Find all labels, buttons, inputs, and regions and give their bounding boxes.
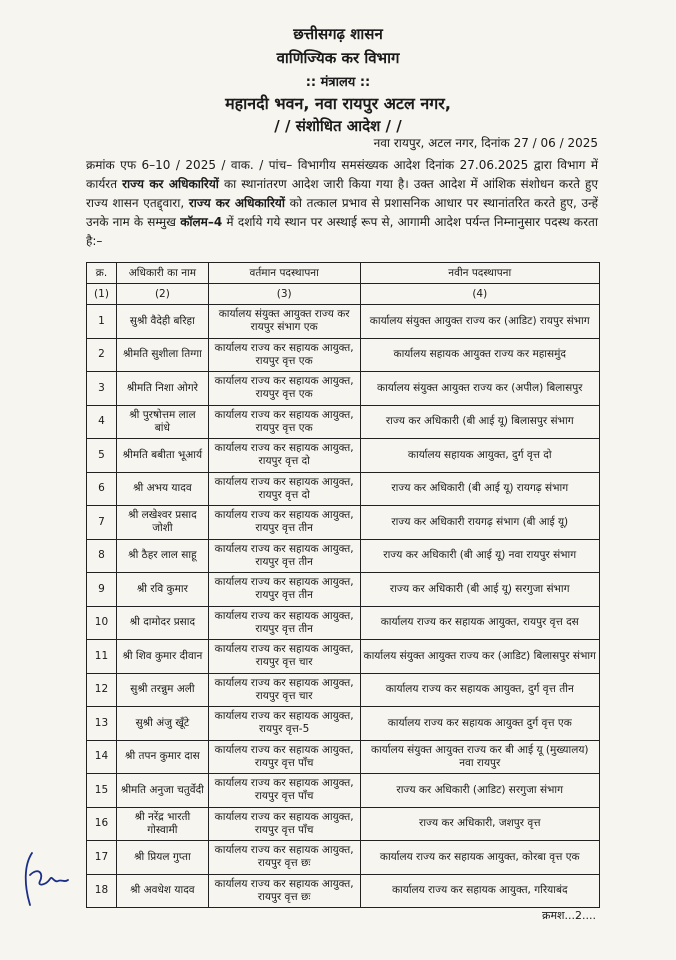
new-posting-cell: कार्यालय राज्य कर सहायक आयुक्त, गरियाबंद: [360, 874, 600, 908]
officer-name-cell: श्री अभय यादव: [116, 472, 208, 506]
officer-name-cell: श्रीमति सुशीला तिग्गा: [116, 338, 208, 372]
para-text-1: क्रमांक एफ 6–10 / 2025 / वाक. / पांच– विभागीय समसंख्यक आदेश दिनांक 27.06.2025 द्वारा विभाग में कार्यरत: [86, 158, 598, 191]
current-posting-cell: कार्यालय राज्य कर सहायक आयुक्त, रायपुर वृत्त छः: [208, 841, 360, 875]
new-posting-cell: राज्य कर अधिकारी (बी आई यू) रायगढ़ संभाग: [360, 472, 600, 506]
serial-cell: 17: [87, 841, 117, 875]
para-text-4: में दर्शाये गये स्थान पर अस्थाई रूप से, आगामी आदेश पर्यन्त निम्नानुसार पदस्थ करता है:–: [86, 215, 598, 248]
table-row: [87, 305, 600, 339]
current-posting-cell: कार्यालय राज्य कर सहायक आयुक्त, रायपुर वृत्त एक: [208, 338, 360, 372]
col-num-2: (2): [116, 284, 208, 305]
department-title: वाणिज्यिक कर विभाग: [276, 49, 400, 67]
date-line: नवा रायपुर, अटल नगर, दिनांक 27 / 06 / 2025: [373, 136, 598, 150]
table-row: [87, 640, 600, 674]
para-text-2: का स्थानांतरण आदेश जारी किया गया है। उक्त आदेश में आंशिक संशोधन करते हुए राज्य शासन एतद्द्वारा,: [86, 177, 599, 210]
current-posting-cell: कार्यालय राज्य कर सहायक आयुक्त, रायपुर वृत्त चार: [208, 673, 360, 707]
new-posting-cell: राज्य कर अधिकारी (बी आई यू) सरगुजा संभाग: [360, 573, 600, 607]
table-row: [87, 573, 600, 607]
header-name: अधिकारी का नाम: [116, 263, 208, 284]
col-num-4: (4): [360, 284, 600, 305]
officer-name-cell: सुश्री वैदेही बरिहा: [116, 305, 208, 339]
serial-cell: 16: [87, 807, 117, 841]
officer-name-cell: श्री दामोदर प्रसाद: [116, 606, 208, 640]
new-posting-cell: कार्यालय सहायक आयुक्त, दुर्ग वृत्त दो: [360, 439, 600, 473]
table-row: [87, 707, 600, 741]
header-current-posting: वर्तमान पदस्थापना: [208, 263, 360, 284]
current-posting-cell: कार्यालय संयुक्त आयुक्त राज्य कर रायपुर संभाग एक: [208, 305, 360, 339]
table-header-row: [87, 263, 600, 284]
table-row: [87, 606, 600, 640]
new-posting-cell: कार्यालय राज्य कर सहायक आयुक्त, कोरबा वृत्त एक: [360, 841, 600, 875]
officer-name-cell: श्री नरेंद्र भारती गोस्वामी: [116, 807, 208, 841]
order-paragraph: [86, 156, 598, 251]
current-posting-cell: कार्यालय राज्य कर सहायक आयुक्त, रायपुर वृत्त एक: [208, 405, 360, 439]
serial-cell: 2: [87, 338, 117, 372]
serial-cell: 10: [87, 606, 117, 640]
serial-cell: 5: [87, 439, 117, 473]
current-posting-cell: कार्यालय राज्य कर सहायक आयुक्त, रायपुर वृत्त तीन: [208, 506, 360, 540]
transfer-table: [86, 262, 600, 908]
serial-cell: 11: [87, 640, 117, 674]
current-posting-cell: कार्यालय राज्य कर सहायक आयुक्त, रायपुर वृत्त चार: [208, 640, 360, 674]
serial-cell: 4: [87, 405, 117, 439]
ministry-label: :: मंत्रालय ::: [305, 75, 371, 90]
serial-cell: 8: [87, 539, 117, 573]
current-posting-cell: कार्यालय राज्य कर सहायक आयुक्त, रायपुर वृत्त पाँच: [208, 774, 360, 808]
current-posting-cell: कार्यालय राज्य कर सहायक आयुक्त, रायपुर वृत्त-5: [208, 707, 360, 741]
new-posting-cell: कार्यालय राज्य कर सहायक आयुक्त दुर्ग वृत्त एक: [360, 707, 600, 741]
table-row: [87, 740, 600, 774]
col-num-1: (1): [87, 284, 117, 305]
officer-name-cell: श्री रवि कुमार: [116, 573, 208, 607]
officer-name-cell: श्री लखेश्वर प्रसाद जोशी: [116, 506, 208, 540]
new-posting-cell: कार्यालय संयुक्त आयुक्त राज्य कर (आडिट) रायपुर संभाग: [360, 305, 600, 339]
serial-cell: 12: [87, 673, 117, 707]
officer-name-cell: श्री शिव कुमार दीवान: [116, 640, 208, 674]
table-row: [87, 372, 600, 406]
serial-cell: 15: [87, 774, 117, 808]
officer-name-cell: श्री तपन कुमार दास: [116, 740, 208, 774]
table-row: [87, 405, 600, 439]
para-bold-1: राज्य कर अधिकारियों: [122, 177, 219, 191]
table-row: [87, 774, 600, 808]
officer-name-cell: श्री ठैहर लाल साहू: [116, 539, 208, 573]
serial-cell: 1: [87, 305, 117, 339]
officer-name-cell: श्री अवधेश यादव: [116, 874, 208, 908]
table-row: [87, 841, 600, 875]
current-posting-cell: कार्यालय राज्य कर सहायक आयुक्त, रायपुर वृत्त एक: [208, 372, 360, 406]
current-posting-cell: कार्यालय राज्य कर सहायक आयुक्त, रायपुर वृत्त पाँच: [208, 807, 360, 841]
table-row: [87, 874, 600, 908]
column-number-row: [87, 284, 600, 305]
officer-name-cell: श्री पुरषोत्तम लाल बांधे: [116, 405, 208, 439]
current-posting-cell: कार्यालय राज्य कर सहायक आयुक्त, रायपुर वृत्त तीन: [208, 539, 360, 573]
new-posting-cell: राज्य कर अधिकारी, जशपुर वृत्त: [360, 807, 600, 841]
table-row: [87, 338, 600, 372]
officer-name-cell: सुश्री अंजु खूँटे: [116, 707, 208, 741]
serial-cell: 3: [87, 372, 117, 406]
header-serial: क्र.: [87, 263, 117, 284]
table-row: [87, 506, 600, 540]
order-title: / / संशोधित आदेश / /: [274, 117, 402, 135]
current-posting-cell: कार्यालय राज्य कर सहायक आयुक्त, रायपुर वृत्त दो: [208, 439, 360, 473]
table-row: [87, 539, 600, 573]
new-posting-cell: राज्य कर अधिकारी (आडिट) सरगुजा संभाग: [360, 774, 600, 808]
serial-cell: 14: [87, 740, 117, 774]
new-posting-cell: कार्यालय राज्य कर सहायक आयुक्त, रायपुर वृत्त दस: [360, 606, 600, 640]
table-row: [87, 673, 600, 707]
officer-name-cell: सुश्री तरन्नुम अली: [116, 673, 208, 707]
serial-cell: 18: [87, 874, 117, 908]
signature: [18, 845, 78, 915]
serial-cell: 13: [87, 707, 117, 741]
table-row: [87, 439, 600, 473]
serial-cell: 6: [87, 472, 117, 506]
header-new-posting: नवीन पदस्थापना: [360, 263, 600, 284]
current-posting-cell: कार्यालय राज्य कर सहायक आयुक्त, रायपुर वृत्त दो: [208, 472, 360, 506]
new-posting-cell: कार्यालय राज्य कर सहायक आयुक्त, दुर्ग वृत्त तीन: [360, 673, 600, 707]
new-posting-cell: राज्य कर अधिकारी रायगढ़ संभाग (बी आई यू): [360, 506, 600, 540]
current-posting-cell: कार्यालय राज्य कर सहायक आयुक्त, रायपुर वृत्त तीन: [208, 606, 360, 640]
new-posting-cell: कार्यालय संयुक्त आयुक्त राज्य कर (अपील) बिलासपुर: [360, 372, 600, 406]
new-posting-cell: राज्य कर अधिकारी (बी आई यू) नवा रायपुर संभाग: [360, 539, 600, 573]
serial-cell: 7: [87, 506, 117, 540]
officer-name-cell: श्रीमति निशा ओगरे: [116, 372, 208, 406]
col-num-3: (3): [208, 284, 360, 305]
current-posting-cell: कार्यालय राज्य कर सहायक आयुक्त, रायपुर वृत्त छः: [208, 874, 360, 908]
address-line: महानदी भवन, नवा रायपुर अटल नगर,: [225, 94, 451, 113]
govt-title: छत्तीसगढ़ शासन: [293, 25, 383, 43]
officer-name-cell: श्री प्रियल गुप्ता: [116, 841, 208, 875]
new-posting-cell: राज्य कर अधिकारी (बी आई यू) बिलासपुर संभाग: [360, 405, 600, 439]
para-bold-2: राज्य कर अधिकारियों: [188, 196, 285, 210]
new-posting-cell: कार्यालय संयुक्त आयुक्त राज्य कर बी आई यू (मुख्यालय) नवा रायपुर: [360, 740, 600, 774]
new-posting-cell: कार्यालय सहायक आयुक्त राज्य कर महासमुंद: [360, 338, 600, 372]
officer-name-cell: श्रीमति अनुजा चतुर्वेदी: [116, 774, 208, 808]
current-posting-cell: कार्यालय राज्य कर सहायक आयुक्त, रायपुर वृत्त पाँच: [208, 740, 360, 774]
para-text-3: को तत्काल प्रभाव से प्रशासनिक आधार पर स्थानांतरित करते हुए, उन्हें उनके नाम के सम्मुख: [86, 196, 598, 229]
para-bold-3: कॉलम–4: [180, 215, 223, 229]
continuation-note: क्रमश...2....: [542, 909, 596, 922]
table-row: [87, 807, 600, 841]
new-posting-cell: कार्यालय संयुक्त आयुक्त राज्य कर (आडिट) बिलासपुर संभाग: [360, 640, 600, 674]
serial-cell: 9: [87, 573, 117, 607]
officer-name-cell: श्रीमति बबीता भूआर्य: [116, 439, 208, 473]
table-row: [87, 472, 600, 506]
current-posting-cell: कार्यालय राज्य कर सहायक आयुक्त, रायपुर वृत्त तीन: [208, 573, 360, 607]
